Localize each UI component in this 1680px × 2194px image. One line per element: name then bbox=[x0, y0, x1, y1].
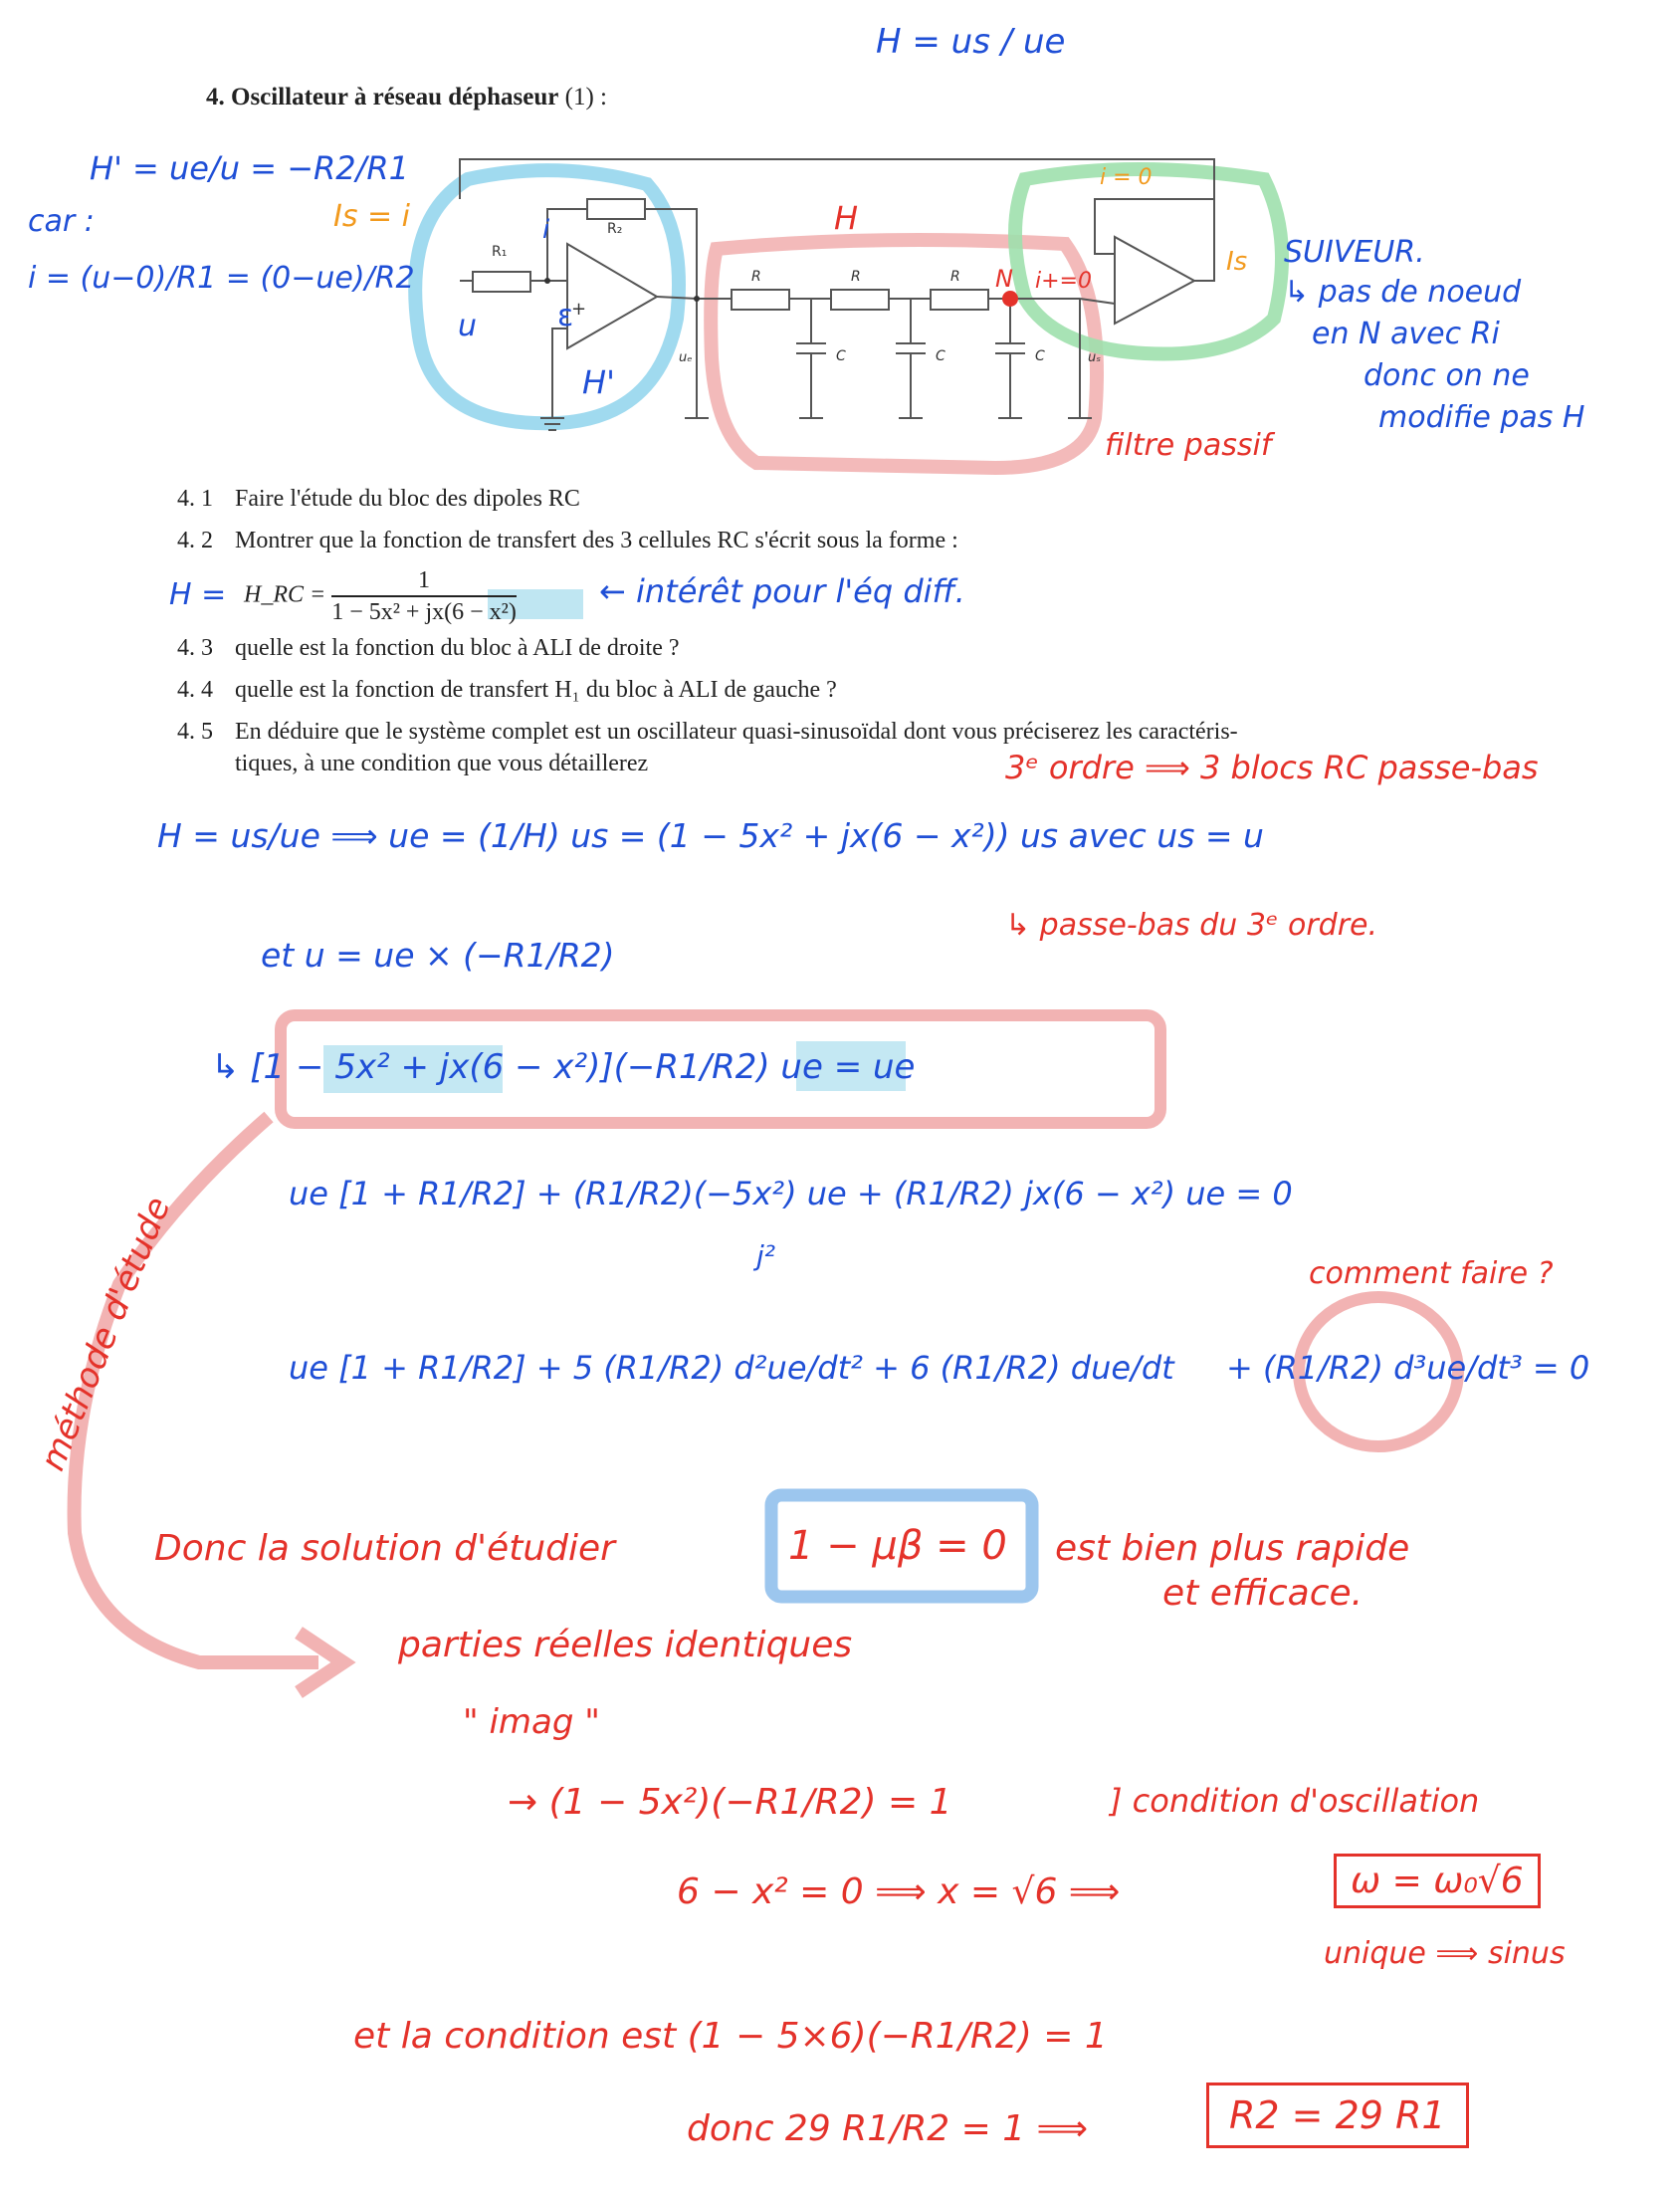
r2-label: R₂ bbox=[607, 221, 623, 237]
r-label-2: R bbox=[851, 269, 861, 285]
note-i-label: i bbox=[542, 215, 550, 245]
omega-box: ω = ω₀√6 bbox=[1334, 1854, 1541, 1908]
note-donc: Donc la solution d'étudier bbox=[154, 1528, 615, 1569]
question-1: 4. 1 Faire l'étude du bloc des dipoles RC bbox=[177, 486, 580, 512]
question-2: 4. 2 Montrer que la fonction de transfert des 3 cellules RC s'écrit sous la forme : bbox=[177, 528, 958, 553]
note-suiveur-3: en N avec Ri bbox=[1312, 317, 1500, 351]
note-one-minus: 1 − μβ = 0 bbox=[788, 1523, 1007, 1569]
note-i-plus: i+=0 bbox=[1035, 269, 1092, 294]
title-text: Oscillateur à réseau déphaseur bbox=[231, 84, 559, 110]
note-filtre: filtre passif bbox=[1105, 428, 1272, 463]
note-h-eq: H = bbox=[169, 577, 227, 612]
result-box: R2 = 29 R1 bbox=[1206, 2083, 1469, 2148]
cond-2: 6 − x² = 0 ⟹ x = √6 ⟹ bbox=[677, 1871, 1121, 1912]
note-unique: unique ⟹ sinus bbox=[1324, 1936, 1566, 1971]
formula-denominator: 1 − 5x² + jx(6 − x²) bbox=[331, 599, 517, 625]
note-comment: comment faire ? bbox=[1309, 1256, 1554, 1291]
eq-line2: et u = ue × (−R1/R2) bbox=[261, 936, 615, 975]
eq-line5: ue [1 + R1/R2] + 5 (R1/R2) d²ue/dt² + 6 (R1/R2) due/dt bbox=[289, 1349, 1174, 1387]
note-suiveur-4: donc on ne bbox=[1364, 358, 1530, 393]
note-suiveur: SUIVEUR. bbox=[1284, 235, 1425, 270]
note-ordre3: 3ᵉ ordre ⟹ 3 blocs RC passe-bas bbox=[1005, 749, 1539, 786]
note-h-prime: H' = ue/u = −R2/R1 bbox=[90, 149, 409, 187]
eq-line1: H = us/ue ⟹ ue = (1/H) us = (1 − 5x² + jx(6 − x²)) us avec us = u bbox=[157, 816, 1264, 855]
eq-line4: ue [1 + R1/R2] + (R1/R2)(−5x²) ue + (R1/R2) jx(6 − x²) ue = 0 bbox=[289, 1175, 1293, 1212]
note-eps: ε bbox=[557, 299, 574, 333]
note-h-label: H bbox=[834, 199, 859, 237]
question-4: 4. 4 quelle est la fonction de transfert H₁ du bloc à ALI de gauche ? bbox=[177, 677, 837, 703]
note-is-label: Is bbox=[1226, 247, 1248, 277]
r-label-3: R bbox=[950, 269, 960, 285]
c-label-3: C bbox=[1035, 348, 1045, 364]
note-interet: ← intérêt pour l'éq diff. bbox=[599, 572, 965, 610]
note-u-label: u bbox=[458, 309, 478, 343]
r1-label: R₁ bbox=[492, 244, 508, 260]
ue-label: uₑ bbox=[679, 350, 693, 365]
note-rapide: est bien plus rapide bbox=[1055, 1528, 1410, 1569]
note-i-eq: i = (u−0)/R1 = (0−ue)/R2 bbox=[28, 261, 415, 296]
title-suffix: (1) : bbox=[564, 84, 607, 110]
note-suiveur-2: ↳ pas de noeud bbox=[1284, 275, 1522, 310]
note-h-prime-label: H' bbox=[582, 363, 615, 401]
r-label-1: R bbox=[751, 269, 761, 285]
formula-numerator: 1 bbox=[331, 565, 517, 597]
question-3: 4. 3 quelle est la fonction du bloc à ALI de droite ? bbox=[177, 635, 680, 661]
note-is-i: Is = i bbox=[333, 199, 411, 234]
note-imag: " imag " bbox=[463, 1702, 600, 1742]
note-methode: méthode d'étude bbox=[32, 1192, 179, 1476]
note-car: car : bbox=[28, 204, 95, 239]
eq-line5b: + (R1/R2) d³ue/dt³ = 0 bbox=[1226, 1349, 1590, 1387]
note-parties: parties réelles identiques bbox=[398, 1625, 853, 1665]
question-5-cont: tiques, à une condition que vous détaillerez bbox=[235, 751, 649, 776]
note-j2: j² bbox=[756, 1239, 776, 1272]
title-number: 4. bbox=[206, 84, 225, 110]
question-5: 4. 5 En déduire que le système complet est un oscillateur quasi-sinusoïdal dont vous préciserez les caractéris- bbox=[177, 719, 1238, 745]
note-top-h: H = us / ue bbox=[876, 22, 1066, 62]
c-label-1: C bbox=[836, 348, 846, 364]
plus-label: + bbox=[571, 299, 587, 320]
c-label-2: C bbox=[936, 348, 945, 364]
donc-29: donc 29 R1/R2 = 1 ⟹ bbox=[687, 2108, 1089, 2149]
cond-1: → (1 − 5x²)(−R1/R2) = 1 bbox=[508, 1782, 952, 1823]
us-label: uₛ bbox=[1088, 350, 1102, 365]
exercise-title bbox=[206, 84, 607, 111]
eq-line3: ↳ [1 − 5x² + jx(6 − x²)](−R1/R2) ue = ue bbox=[211, 1047, 916, 1087]
note-i-zero: i = 0 bbox=[1100, 165, 1153, 190]
cond-3: et la condition est (1 − 5×6)(−R1/R2) = 1 bbox=[353, 2016, 1108, 2057]
formula-hrc: H_RC = $\frac{1}{\text{1 − 5x² + jx(6 − x²)}}$ bbox=[244, 567, 517, 625]
note-n-label: N bbox=[995, 265, 1013, 293]
note-efficace: et efficace. bbox=[1162, 1573, 1364, 1614]
note-passe-bas: ↳ passe-bas du 3ᵉ ordre. bbox=[1005, 908, 1378, 943]
note-suiveur-5: modifie pas H bbox=[1378, 400, 1585, 435]
cond-label: ] condition d'oscillation bbox=[1110, 1782, 1480, 1820]
